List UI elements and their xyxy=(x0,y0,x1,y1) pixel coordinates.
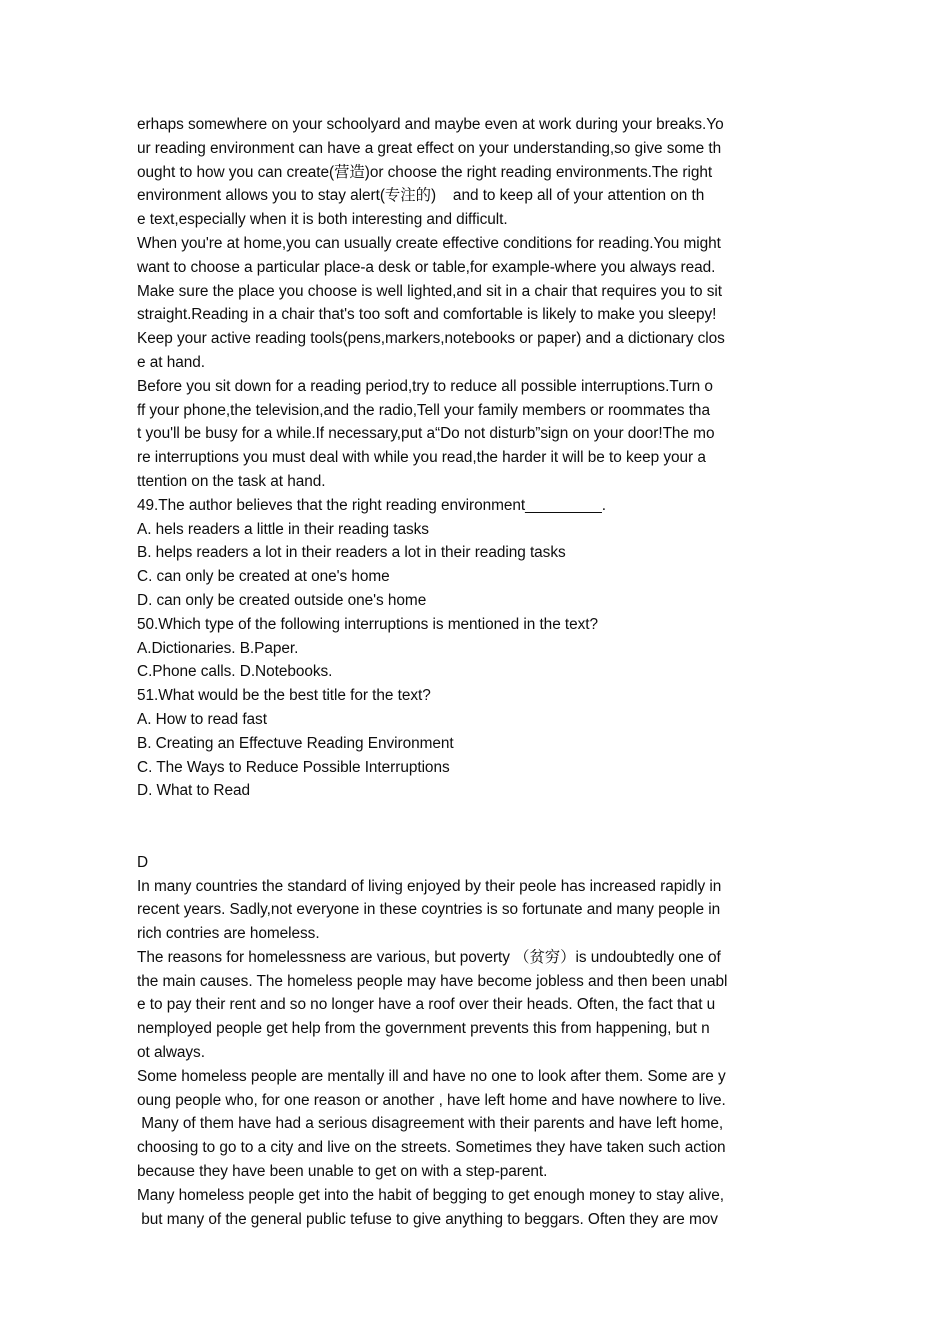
question-option[interactable]: B. helps readers a lot in their readers a lot in their reading tasks xyxy=(137,544,566,562)
text-line: In many countries the standard of living enjoyed by their peole has increased rapidly in xyxy=(137,877,722,895)
question-50 xyxy=(137,613,821,684)
text-line: Some homeless people are mentally ill and have no one to look after them. Some are y xyxy=(137,1067,726,1085)
text-line: ur reading environment can have a great effect on your understanding,so give some th xyxy=(137,139,722,157)
passage-d-paragraph-1 xyxy=(137,875,821,946)
paragraph-1 xyxy=(137,113,821,232)
question-option[interactable]: A.Dictionaries. B.Paper. xyxy=(137,639,299,657)
section-spacer xyxy=(137,803,821,851)
question-stem: 50.Which type of the following interruptions is mentioned in the text? xyxy=(137,615,599,633)
question-stem: 51.What would be the best title for the text? xyxy=(137,687,431,705)
paragraph-3 xyxy=(137,375,821,494)
question-option[interactable]: D. can only be created outside one's home xyxy=(137,591,427,609)
text-line: choosing to go to a city and live on the streets. Sometimes they have taken such action xyxy=(137,1139,726,1157)
question-option[interactable]: D. What to Read xyxy=(137,782,251,800)
text-line: The reasons for homelessness are various, but poverty （贫穷）is undoubtedly one of xyxy=(137,948,721,966)
document-text-column xyxy=(137,113,821,1231)
text-line: ff your phone,the television,and the radio,Tell your family members or roommates tha xyxy=(137,401,710,419)
text-line: straight.Reading in a chair that's too soft and comfortable is likely to make you sleepy! xyxy=(137,306,717,324)
question-option[interactable]: C. can only be created at one's home xyxy=(137,568,390,586)
text-line: ot always. xyxy=(137,1044,205,1062)
text-line: environment allows you to stay alert(专注的) and to keep all of your attention on th xyxy=(137,187,705,205)
text-line: e to pay their rent and so no longer have a roof over their heads. Often, the fact that u xyxy=(137,996,716,1014)
text-line: Many of them have had a serious disagreement with their parents and have left home, xyxy=(137,1115,724,1133)
paragraph-2 xyxy=(137,232,821,375)
text-line: ought to how you can create(营造)or choose the right reading environments.The right xyxy=(137,163,713,181)
question-51 xyxy=(137,684,821,803)
text-line: but many of the general public tefuse to give anything to beggars. Often they are mov xyxy=(137,1210,718,1228)
text-line: rich contries are homeless. xyxy=(137,925,320,943)
question-49 xyxy=(137,494,821,613)
passage-d-heading: D xyxy=(137,853,149,871)
question-option[interactable]: A. hels readers a little in their reading tasks xyxy=(137,520,429,538)
text-line: Make sure the place you choose is well lighted,and sit in a chair that requires you to sit xyxy=(137,282,722,300)
question-stem: 49.The author believes that the right reading environment_________. xyxy=(137,496,606,514)
text-line: Keep your active reading tools(pens,markers,notebooks or paper) and a dictionary clos xyxy=(137,330,725,348)
text-line: recent years. Sadly,not everyone in these coyntries is so fortunate and many people in xyxy=(137,901,721,919)
text-line: t you'll be busy for a while.If necessary,put a“Do not disturb”sign on your door!The mo xyxy=(137,425,715,443)
question-option[interactable]: B. Creating an Effectuve Reading Environment xyxy=(137,734,454,752)
text-line: ttention on the task at hand. xyxy=(137,472,326,490)
question-option[interactable]: C. The Ways to Reduce Possible Interruptions xyxy=(137,758,450,776)
text-line: re interruptions you must deal with while you read,the harder it will be to keep your a xyxy=(137,449,706,467)
text-line: Before you sit down for a reading period,try to reduce all possible interruptions.Turn o xyxy=(137,377,713,395)
text-line: erhaps somewhere on your schoolyard and maybe even at work during your breaks.Yo xyxy=(137,116,724,133)
passage-d-paragraph-2 xyxy=(137,946,821,1065)
text-line: want to choose a particular place-a desk or table,for example-where you always read. xyxy=(137,258,716,276)
text-line: oung people who, for one reason or another , have left home and have nowhere to live. xyxy=(137,1091,726,1109)
text-line: the main causes. The homeless people may have become jobless and then been unabl xyxy=(137,972,728,990)
question-option[interactable]: C.Phone calls. D.Notebooks. xyxy=(137,663,333,681)
question-option[interactable]: A. How to read fast xyxy=(137,710,267,728)
text-line: because they have been unable to get on with a step-parent. xyxy=(137,1163,548,1181)
passage-d-paragraph-4 xyxy=(137,1184,821,1232)
text-line: When you're at home,you can usually create effective conditions for reading.You might xyxy=(137,234,721,252)
text-line: e text,especially when it is both interesting and difficult. xyxy=(137,211,508,229)
text-line: e at hand. xyxy=(137,353,205,371)
passage-d-paragraph-3 xyxy=(137,1065,821,1184)
text-line: Many homeless people get into the habit of begging to get enough money to stay alive, xyxy=(137,1186,724,1204)
text-line: nemployed people get help from the government prevents this from happening, but n xyxy=(137,1020,710,1038)
